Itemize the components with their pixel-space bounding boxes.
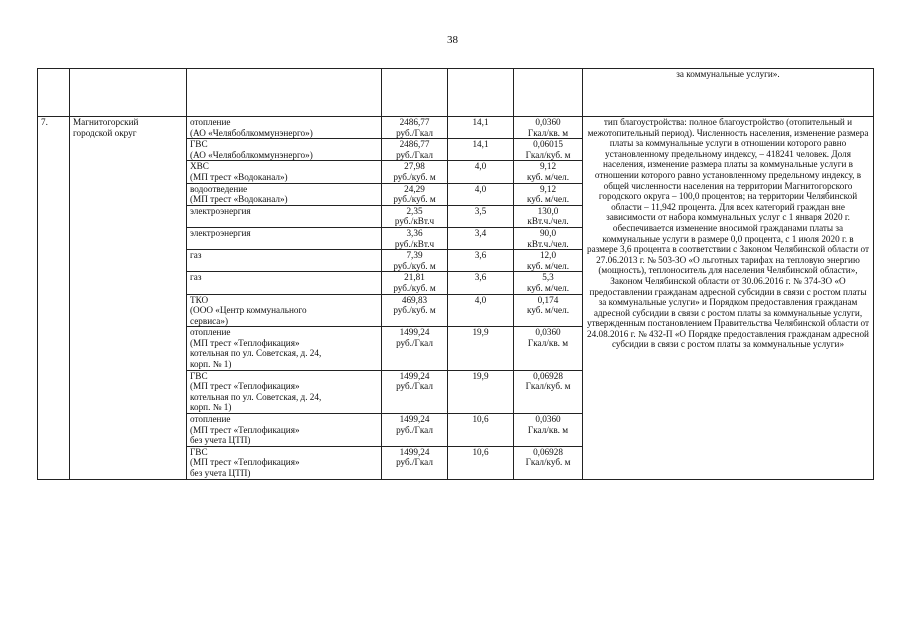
norm-cell: 0,06015 Гкал/куб. м bbox=[514, 139, 583, 161]
norm-cell: 0,06928 Гкал/куб. м bbox=[514, 446, 583, 479]
norm-cell: 130,0 кВт.ч./чел. bbox=[514, 205, 583, 227]
table-row bbox=[38, 117, 874, 139]
tariff-cell: 21,81 руб./куб. м bbox=[382, 272, 448, 294]
norm-cell: 0,0360 Гкал/кв. м bbox=[514, 117, 583, 139]
cell bbox=[187, 69, 382, 117]
growth-cell: 4,0 bbox=[448, 161, 514, 183]
growth-cell: 3,6 bbox=[448, 272, 514, 294]
norm-cell: 0,0360 Гкал/кв. м bbox=[514, 414, 583, 447]
norm-cell: 5,3 куб. м/чел. bbox=[514, 272, 583, 294]
service-cell: газ bbox=[187, 250, 382, 272]
cell bbox=[448, 69, 514, 117]
tariff-cell: 7,39 руб./куб. м bbox=[382, 250, 448, 272]
growth-cell: 14,1 bbox=[448, 117, 514, 139]
entry-index: 7. bbox=[38, 117, 70, 480]
service-cell: ГВС (МП трест «Теплофикация» котельная по ул. Советская, д. 24, корп. № 1) bbox=[187, 370, 382, 413]
tariff-cell: 2486,77 руб./Гкал bbox=[382, 117, 448, 139]
tariff-cell: 1499,24 руб./Гкал bbox=[382, 414, 448, 447]
tariff-cell: 27,98 руб./куб. м bbox=[382, 161, 448, 183]
page-number: 38 bbox=[447, 34, 458, 46]
cell bbox=[70, 69, 187, 117]
tariff-cell: 1499,24 руб./Гкал bbox=[382, 370, 448, 413]
growth-cell: 19,9 bbox=[448, 370, 514, 413]
description-cell: тип благоустройства: полное благоустройство (отопительный и межотопительный период). Численность населения, изменение размера платы за коммунальные услуги в отношении которого равно установленному предельному индексу, – 418241 человек. Доля населения, изменение размера платы за коммунальные услуги в отношении которого равно установленному предельному индексу, в общей численности населения на территории Магнитогорского городского округа – 100,0 процентов; на территории Челябинской области – 11,942 процента. Для всех категорий граждан вне зависимости от набора коммунальных услуг с 1 января 2020 г. обеспечивается изменение вносимой гражданами платы за коммунальные услуги в размере 0,0 процента, с 1 июля 2020 г. в размере 3,6 процента в соответствии с Законом Челябинской области от 27.06.2013 г. № 503-ЗО «О льготных тарифах на тепловую энергию (мощность), теплоноситель для населения Челябинской области», Законом Челябинской области от 30.06.2016 г. № 374-ЗО «О предоставлении гражданам адресной субсидии в связи с ростом платы за коммунальные услуги» и Порядком предоставления гражданам адресной субсидии в связи с ростом платы за коммунальные услуги, утвержденным постановлением Правительства Челябинской области от 24.08.2016 г. № 432-П «О Порядке предоставления гражданам адресной субсидии в связи с ростом платы за коммунальные услуги» bbox=[583, 117, 874, 480]
norm-cell: 9,12 куб. м/чел. bbox=[514, 161, 583, 183]
tariff-cell: 24,29 руб./куб. м bbox=[382, 183, 448, 205]
cell bbox=[38, 69, 70, 117]
tariff-cell: 469,83 руб./куб. м bbox=[382, 294, 448, 327]
tariff-table bbox=[37, 68, 874, 480]
tariff-cell: 3,36 руб./кВт.ч bbox=[382, 227, 448, 249]
norm-cell: 12,0 куб. м/чел. bbox=[514, 250, 583, 272]
norm-cell: 9,12 куб. м/чел. bbox=[514, 183, 583, 205]
tariff-cell: 2,35 руб./кВт.ч bbox=[382, 205, 448, 227]
growth-cell: 3,6 bbox=[448, 250, 514, 272]
service-cell: газ bbox=[187, 272, 382, 294]
cell bbox=[382, 69, 448, 117]
municipality-name: Магнитогорский городской округ bbox=[70, 117, 187, 480]
norm-cell: 0,0360 Гкал/кв. м bbox=[514, 327, 583, 370]
tariff-cell: 2486,77 руб./Гкал bbox=[382, 139, 448, 161]
growth-cell: 3,4 bbox=[448, 227, 514, 249]
service-cell: ХВС (МП трест «Водоканал») bbox=[187, 161, 382, 183]
service-cell: отопление (МП трест «Теплофикация» без учета ЦТП) bbox=[187, 414, 382, 447]
norm-cell: 0,06928 Гкал/куб. м bbox=[514, 370, 583, 413]
continuation-row bbox=[38, 69, 874, 117]
growth-cell: 4,0 bbox=[448, 294, 514, 327]
tariff-cell: 1499,24 руб./Гкал bbox=[382, 327, 448, 370]
growth-cell: 3,5 bbox=[448, 205, 514, 227]
norm-cell: 90,0 кВт.ч./чел. bbox=[514, 227, 583, 249]
service-cell: отопление (МП трест «Теплофикация» котельная по ул. Советская, д. 24, корп. № 1) bbox=[187, 327, 382, 370]
service-cell: ТКО (ООО «Центр коммунального сервиса») bbox=[187, 294, 382, 327]
continuation-text: за коммунальные услуги». bbox=[583, 69, 874, 117]
cell bbox=[514, 69, 583, 117]
service-cell: водоотведение (МП трест «Водоканал») bbox=[187, 183, 382, 205]
growth-cell: 19,9 bbox=[448, 327, 514, 370]
service-cell: отопление (АО «Челябоблкоммунэнерго») bbox=[187, 117, 382, 139]
norm-cell: 0,174 куб. м/чел. bbox=[514, 294, 583, 327]
service-cell: ГВС (АО «Челябоблкоммунэнерго») bbox=[187, 139, 382, 161]
service-cell: ГВС (МП трест «Теплофикация» без учета ЦТП) bbox=[187, 446, 382, 479]
growth-cell: 4,0 bbox=[448, 183, 514, 205]
service-cell: электроэнергия bbox=[187, 205, 382, 227]
growth-cell: 10,6 bbox=[448, 414, 514, 447]
growth-cell: 14,1 bbox=[448, 139, 514, 161]
growth-cell: 10,6 bbox=[448, 446, 514, 479]
tariff-cell: 1499,24 руб./Гкал bbox=[382, 446, 448, 479]
service-cell: электроэнергия bbox=[187, 227, 382, 249]
